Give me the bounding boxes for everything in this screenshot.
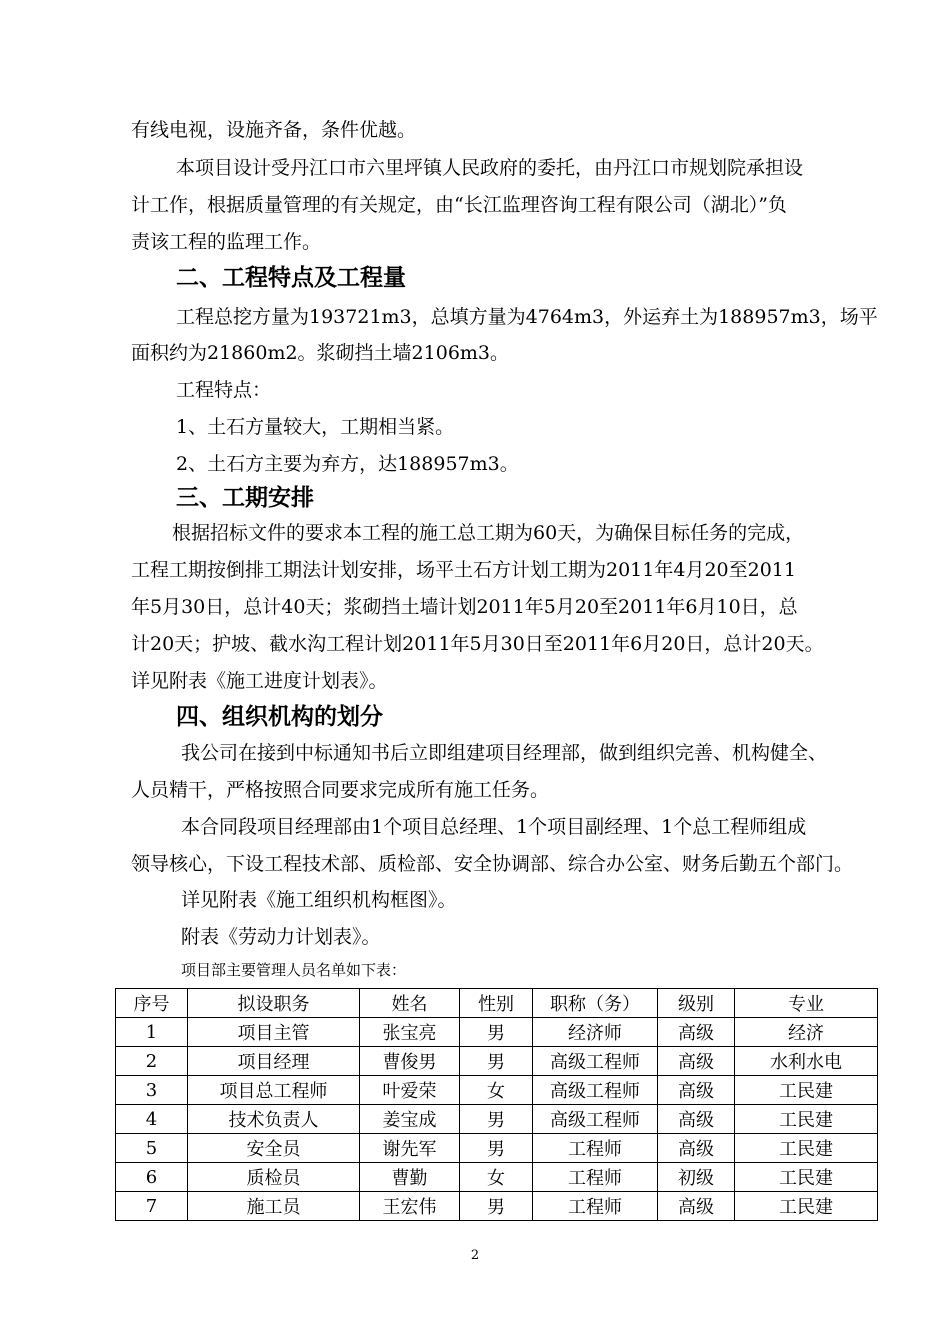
table-cell: 女 (460, 1076, 533, 1105)
page-number: 2 (470, 1248, 480, 1263)
staff-table (115, 988, 878, 1221)
table-cell: 1 (116, 1018, 188, 1047)
table-cell: 叶爱荣 (360, 1076, 460, 1105)
table-cell: 5 (116, 1134, 188, 1163)
table-row (116, 1018, 878, 1047)
table-cell: 经济 (735, 1018, 878, 1047)
table-cell: 高级 (658, 1134, 735, 1163)
paragraph-line: 我公司在接到中标通知书后立即组建项目经理部，做到组织完善、机构健全、 (181, 742, 828, 764)
table-cell: 项目主管 (188, 1018, 360, 1047)
table-cell: 高级 (658, 1192, 735, 1221)
table-cell: 女 (460, 1163, 533, 1192)
table-row (116, 1105, 878, 1134)
table-row (116, 1047, 878, 1076)
table-cell: 张宝亮 (360, 1018, 460, 1047)
table-cell: 男 (460, 1018, 533, 1047)
column-header: 拟设职务 (188, 989, 360, 1018)
table-cell: 高级工程师 (533, 1105, 658, 1134)
table-cell: 高级 (658, 1047, 735, 1076)
table-cell: 王宏伟 (360, 1192, 460, 1221)
paragraph-line: 详见附表《施工组织机构框图》。 (181, 889, 457, 911)
table-cell: 工程师 (533, 1163, 658, 1192)
paragraph-line: 计工作，根据质量管理的有关规定，由“长江监理咨询工程有限公司（湖北）”负 (131, 194, 787, 216)
table-cell: 质检员 (188, 1163, 360, 1192)
paragraph-line: 本项目设计受丹江口市六里坪镇人民政府的委托，由丹江口市规划院承担设 (176, 157, 804, 179)
table-cell: 6 (116, 1163, 188, 1192)
table-cell: 谢先军 (360, 1134, 460, 1163)
table-cell: 曹勤 (360, 1163, 460, 1192)
list-item: 1、土石方量较大，工期相当紧。 (176, 416, 455, 438)
table-cell: 男 (460, 1134, 533, 1163)
section-heading-3: 三、工期安排 (176, 485, 314, 511)
paragraph-line: 详见附表《施工进度计划表》。 (131, 670, 388, 692)
table-cell: 初级 (658, 1163, 735, 1192)
paragraph-line: 工程总挖方量为193721m3，总填方量为4764m3，外运弃土为188957m3，场平 (176, 306, 878, 328)
table-cell: 姜宝成 (360, 1105, 460, 1134)
list-item: 2、土石方主要为弃方，达188957m3。 (176, 453, 519, 475)
table-cell: 7 (116, 1192, 188, 1221)
table-cell: 工民建 (735, 1163, 878, 1192)
table-cell: 男 (460, 1047, 533, 1076)
table-cell: 工民建 (735, 1192, 878, 1221)
table-cell: 工程师 (533, 1134, 658, 1163)
table-cell: 男 (460, 1105, 533, 1134)
table-cell: 高级工程师 (533, 1047, 658, 1076)
table-caption: 项目部主要管理人员名单如下表： (181, 961, 407, 979)
section-heading-4: 四、组织机构的划分 (176, 704, 383, 730)
section-heading-2: 二、工程特点及工程量 (176, 265, 406, 291)
table-cell: 水利水电 (735, 1047, 878, 1076)
column-header: 性别 (460, 989, 533, 1018)
table-cell: 高级工程师 (533, 1076, 658, 1105)
paragraph-line: 有线电视，设施齐备，条件优越。 (131, 119, 417, 141)
paragraph-line: 根据招标文件的要求本工程的施工总工期为60天，为确保目标任务的完成， (172, 522, 805, 544)
column-header: 专业 (735, 989, 878, 1018)
table-cell: 技术负责人 (188, 1105, 360, 1134)
table-cell: 曹俊男 (360, 1047, 460, 1076)
paragraph-line: 领导核心，下设工程技术部、质检部、安全协调部、综合办公室、财务后勤五个部门。 (131, 853, 854, 875)
paragraph-line: 面积约为21860m2。浆砌挡土墙2106m3。 (131, 342, 510, 364)
table-row (116, 1163, 878, 1192)
table-cell: 工民建 (735, 1076, 878, 1105)
paragraph-line: 本合同段项目经理部由1个项目总经理、1个项目副经理、1个总工程师组成 (181, 816, 807, 838)
table-cell: 安全员 (188, 1134, 360, 1163)
table-row (116, 1134, 878, 1163)
paragraph-line: 人员精干，严格按照合同要求完成所有施工任务。 (131, 779, 550, 801)
column-header: 级别 (658, 989, 735, 1018)
table-cell: 经济师 (533, 1018, 658, 1047)
paragraph-line: 工程工期按倒排工期法计划安排，场平土石方计划工期为2011年4月20至2011 (131, 559, 796, 581)
table-row (116, 1076, 878, 1105)
table-cell: 工民建 (735, 1134, 878, 1163)
paragraph-line: 责该工程的监理工作。 (131, 231, 322, 253)
paragraph-line: 计20天；护坡、截水沟工程计划2011年5月30日至2011年6月20日，总计20天。 (131, 633, 824, 655)
table-cell: 项目经理 (188, 1047, 360, 1076)
table-cell: 施工员 (188, 1192, 360, 1221)
table-cell: 2 (116, 1047, 188, 1076)
table-cell: 4 (116, 1105, 188, 1134)
table-header-row (116, 989, 878, 1018)
table-row (116, 1192, 878, 1221)
table-cell: 3 (116, 1076, 188, 1105)
table-cell: 工程师 (533, 1192, 658, 1221)
table-cell: 高级 (658, 1105, 735, 1134)
table-cell: 高级 (658, 1018, 735, 1047)
column-header: 职称（务） (533, 989, 658, 1018)
paragraph-line: 工程特点： (176, 379, 272, 401)
table-cell: 男 (460, 1192, 533, 1221)
column-header: 姓名 (360, 989, 460, 1018)
paragraph-line: 附表《劳动力计划表》。 (181, 926, 381, 948)
table-cell: 项目总工程师 (188, 1076, 360, 1105)
table-cell: 工民建 (735, 1105, 878, 1134)
column-header: 序号 (116, 989, 188, 1018)
table-cell: 高级 (658, 1076, 735, 1105)
paragraph-line: 年5月30日，总计40天；浆砌挡土墙计划2011年5月20至2011年6月10日，总 (131, 596, 798, 618)
